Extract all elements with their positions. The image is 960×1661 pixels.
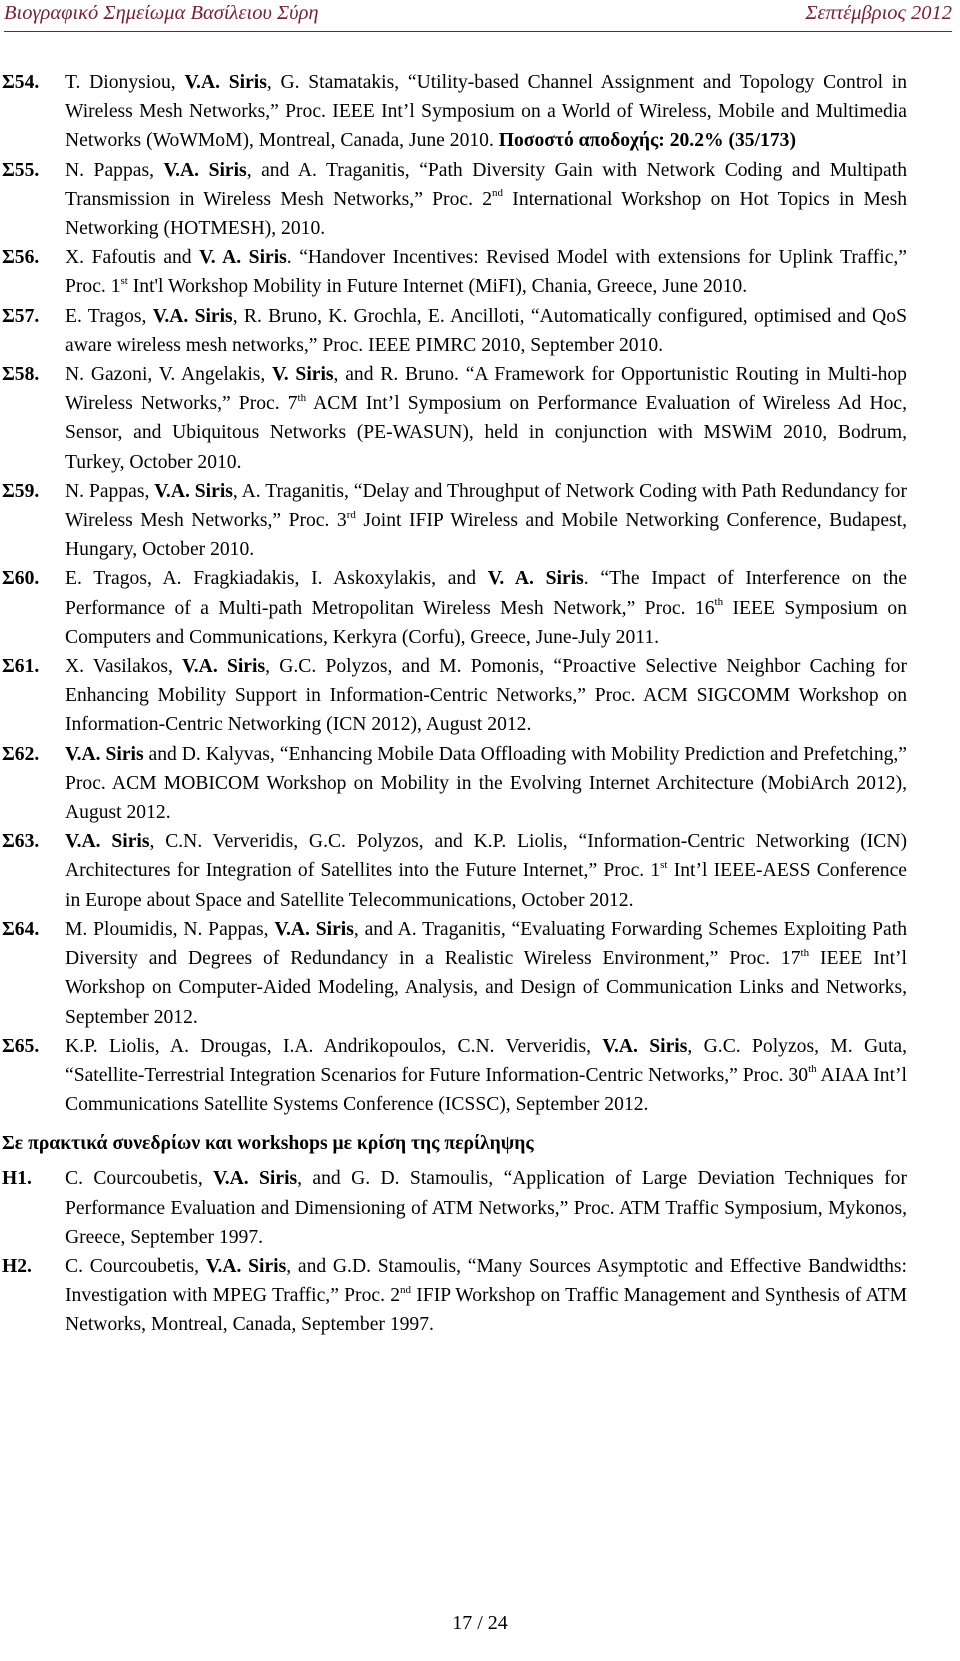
reference-text-segment: , and G.D. Stamoulis, “Many Sources Asymptotic and Effective Bandwidths: Investigation with MPEG Traffic,” Proc. 2 <box>65 1255 908 1307</box>
ordinal-suffix: th <box>800 946 810 959</box>
reference-entry <box>0 827 960 915</box>
reference-text-segment: , and A. Traganitis, “Path Diversity Gain with Network Coding and Multipath Transmission in Wireless Mesh Networks,” Proc. 2 <box>65 159 907 210</box>
reference-label: Σ60. <box>2 568 40 590</box>
reference-label: Σ64. <box>2 918 40 940</box>
reference-text-segment: , and G. D. Stamoulis, “Application of Large Deviation Techniques for Performance Evaluation and Dimensioning of ATM Networks,” Proc. ATM Traffic Symposium, Mykonos, Greece, September 1997. <box>65 1168 907 1248</box>
reference-text <box>65 243 907 301</box>
reference-entry <box>0 243 960 301</box>
reference-text-segment: X. Fafoutis and <box>65 247 200 269</box>
reference-text-segment: AIAA Int’l Communications Satellite Systems Conference (ICSSC), September 2012. <box>65 1064 907 1116</box>
author-highlight: V. A. Siris <box>199 247 287 269</box>
reference-text-segment: , and A. Traganitis, “Evaluating Forwarding Schemes Exploiting Path Diversity and Degrees of Redundancy in a Realistic Wireless Environment,” Proc. 17 <box>65 918 907 970</box>
reference-text-segment: M. Ploumidis, N. Pappas, <box>65 918 275 940</box>
reference-text-segment: N. Pappas, <box>65 480 155 502</box>
reference-entry <box>0 302 960 360</box>
author-highlight: V.A. Siris <box>184 72 267 93</box>
author-highlight: V.A. Siris <box>602 1035 688 1057</box>
reference-label: Σ55. <box>2 159 40 181</box>
reference-entry <box>0 740 960 828</box>
reference-entry <box>0 477 960 565</box>
author-highlight: V.A. Siris <box>163 159 247 181</box>
ordinal-suffix: nd <box>400 1283 412 1296</box>
reference-label: Σ61. <box>2 656 40 678</box>
reference-text-segment: X. Vasilakos, <box>65 656 183 678</box>
page-number: 17 / 24 <box>452 1612 508 1634</box>
reference-text <box>65 652 907 740</box>
reference-text-segment: E. Tragos, <box>65 305 153 327</box>
reference-text-segment: ACM Int’l Symposium on Performance Evaluation of Wireless Ad Hoc, Sensor, and Ubiquitous Networks (PE-WASUN), held in conjunction with MSWiM 2010, Bodrum, Turkey, October 2010. <box>65 393 908 473</box>
header-title: Βιογραφικό Σημείωμα Βασίλειου Σύρη <box>4 2 319 24</box>
reference-label: Σ63. <box>2 831 40 853</box>
reference-text-segment: N. Pappas, <box>65 159 164 181</box>
reference-entry <box>0 652 960 740</box>
reference-entry <box>0 156 960 244</box>
reference-text <box>65 915 907 1032</box>
reference-label: Σ57. <box>2 305 40 327</box>
reference-text-segment: K.P. Liolis, A. Drougas, I.A. Andrikopoulos, C.N. Ververidis, <box>65 1035 603 1057</box>
reference-text-segment: E. Tragos, A. Fragkiadakis, I. Askoxylakis, and <box>65 568 488 590</box>
conference-papers-list <box>0 68 960 1119</box>
author-highlight: V.A. Siris <box>182 656 266 678</box>
author-highlight: V.A. Siris <box>65 831 150 853</box>
reference-text <box>65 360 907 477</box>
reference-entry <box>0 1032 960 1120</box>
author-highlight: V.A. Siris <box>65 743 144 765</box>
reference-text-segment: IEEE Symposium on Computers and Communications, Kerkyra (Corfu), Greece, June-July 2011. <box>65 597 907 648</box>
reference-text <box>65 477 907 565</box>
author-highlight: V. Siris <box>272 364 334 386</box>
reference-entry <box>0 360 960 477</box>
reference-entry <box>0 1252 960 1340</box>
reference-text <box>65 156 907 244</box>
reference-entry <box>0 915 960 1032</box>
reference-text <box>65 564 907 652</box>
ordinal-suffix: th <box>297 391 307 404</box>
reference-text-segment: , G.C. Polyzos, and M. Pomonis, “Proactive Selective Neighbor Caching for Enhancing Mobility Support in Information-Centric Networks,” Proc. ACM SIGCOMM Workshop on Information-Centric Networking (ICN 2012), August 2012. <box>65 656 907 736</box>
reference-text <box>65 740 907 828</box>
reference-text-segment: C. Courcoubetis, <box>65 1255 206 1277</box>
reference-text-segment: , A. Traganitis, “Delay and Throughput of Network Coding with Path Redundancy for Wireless Mesh Networks,” Proc. 3 <box>65 480 907 532</box>
reference-label: Σ58. <box>2 364 40 386</box>
reference-label: H2. <box>2 1255 32 1277</box>
reference-text-segment: IEEE Int’l Workshop on Computer-Aided Modeling, Analysis, and Design of Communication Links and Networks, September 2012. <box>65 948 907 1028</box>
page-header <box>0 0 960 38</box>
reference-text <box>65 1032 907 1120</box>
author-highlight: V. A. Siris <box>487 568 584 590</box>
ordinal-suffix: nd <box>492 187 504 200</box>
reference-text <box>65 827 907 915</box>
author-highlight: V.A. Siris <box>152 305 233 327</box>
author-highlight: V.A. Siris <box>274 918 354 940</box>
ordinal-suffix: st <box>120 274 128 287</box>
reference-text-segment: C. Courcoubetis, <box>65 1168 214 1190</box>
reference-label: Σ62. <box>2 743 40 765</box>
reference-text-segment: IFIP Workshop on Traffic Management and Synthesis of ATM Networks, Montreal, Canada, September 1997. <box>65 1285 907 1336</box>
reference-text <box>65 1252 907 1340</box>
reference-text <box>65 1164 907 1252</box>
reference-label: H1. <box>2 1168 32 1190</box>
ordinal-suffix: rd <box>346 508 356 521</box>
reference-text-segment: , G. Stamatakis, “Utility-based Channel Assignment and Topology Control in Wireless Mesh Networks,” Proc. IEEE Int’l Symposium on a World of Wireless, Mobile and Multimedia Networks (WoWMoM), Montreal, Canada, June 2010. <box>65 72 907 152</box>
reference-label: Σ65. <box>2 1035 40 1057</box>
reference-text-segment: and D. Kalyvas, “Enhancing Mobile Data Offloading with Mobility Prediction and Prefetching,” Proc. ACM MOBICOM Workshop on Mobility in the Evolving Internet Architecture (MobiArch 2012), August 2012. <box>65 743 908 824</box>
section-heading: Σε πρακτικά συνεδρίων και workshops με κρίση της περίληψης <box>2 1133 534 1155</box>
author-highlight: Ποσοστό αποδοχής: 20.2% (35/173) <box>498 130 796 152</box>
reference-text <box>65 68 907 156</box>
reference-entry <box>0 564 960 652</box>
reference-text-segment: T. Dionysiou, <box>65 72 185 93</box>
header-divider <box>4 31 952 32</box>
reference-text-segment: Joint IFIP Wireless and Mobile Networking Conference, Budapest, Hungary, October 2010. <box>65 510 907 561</box>
publication-list <box>0 68 960 1340</box>
reference-text-segment: , G.C. Polyzos, M. Guta, “Satellite-Terrestrial Integration Scenarios for Future Information-Centric Networks,” Proc. 30 <box>65 1035 907 1086</box>
reference-text-segment: , R. Bruno, K. Grochla, E. Ancilloti, “Automatically configured, optimised and QoS aware wireless mesh networks,” Proc. IEEE PIMRC 2010, September 2010. <box>65 305 907 356</box>
reference-label: Σ56. <box>2 247 40 269</box>
ordinal-suffix: th <box>808 1063 817 1076</box>
abstract-reviewed-papers-list <box>0 1164 960 1339</box>
reference-entry <box>0 1164 960 1252</box>
ordinal-suffix: st <box>660 858 668 871</box>
reference-text-segment: . “Handover Incentives: Revised Model with extensions for Uplink Traffic,” Proc. 1 <box>65 247 907 298</box>
reference-label: Σ59. <box>2 480 40 502</box>
reference-entry <box>0 68 960 156</box>
reference-text-segment: N. Gazoni, V. Angelakis, <box>65 364 273 386</box>
author-highlight: V.A. Siris <box>213 1168 298 1190</box>
reference-text-segment: International Workshop on Hot Topics in Mesh Networking (HOTMESH), 2010. <box>65 188 908 240</box>
reference-label: Σ54. <box>2 72 40 93</box>
ordinal-suffix: th <box>714 596 724 609</box>
reference-text-segment: Int'l Workshop Mobility in Future Internet (MiFI), Chania, Greece, June 2010. <box>127 276 748 298</box>
reference-text-segment: Int’l IEEE-AESS Conference in Europe about Space and Satellite Telecommunications, October 2012. <box>65 860 907 911</box>
reference-text-segment: , and R. Bruno. “A Framework for Opportunistic Routing in Multi-hop Wireless Networks,” Proc. 7 <box>65 364 907 415</box>
reference-text-segment: , C.N. Ververidis, G.C. Polyzos, and K.P. Liolis, “Information-Centric Networking (ICN) Architectures for Integration of Satellites into the Future Internet,” Proc. 1 <box>65 831 908 882</box>
header-date: Σεπτέμβριος 2012 <box>805 2 952 24</box>
reference-text-segment: . “The Impact of Interference on the Performance of a Multi-path Metropolitan Wireless Mesh Network,” Proc. 16 <box>65 568 907 619</box>
reference-text <box>65 302 907 360</box>
author-highlight: V.A. Siris <box>154 480 233 502</box>
author-highlight: V.A. Siris <box>205 1255 287 1277</box>
